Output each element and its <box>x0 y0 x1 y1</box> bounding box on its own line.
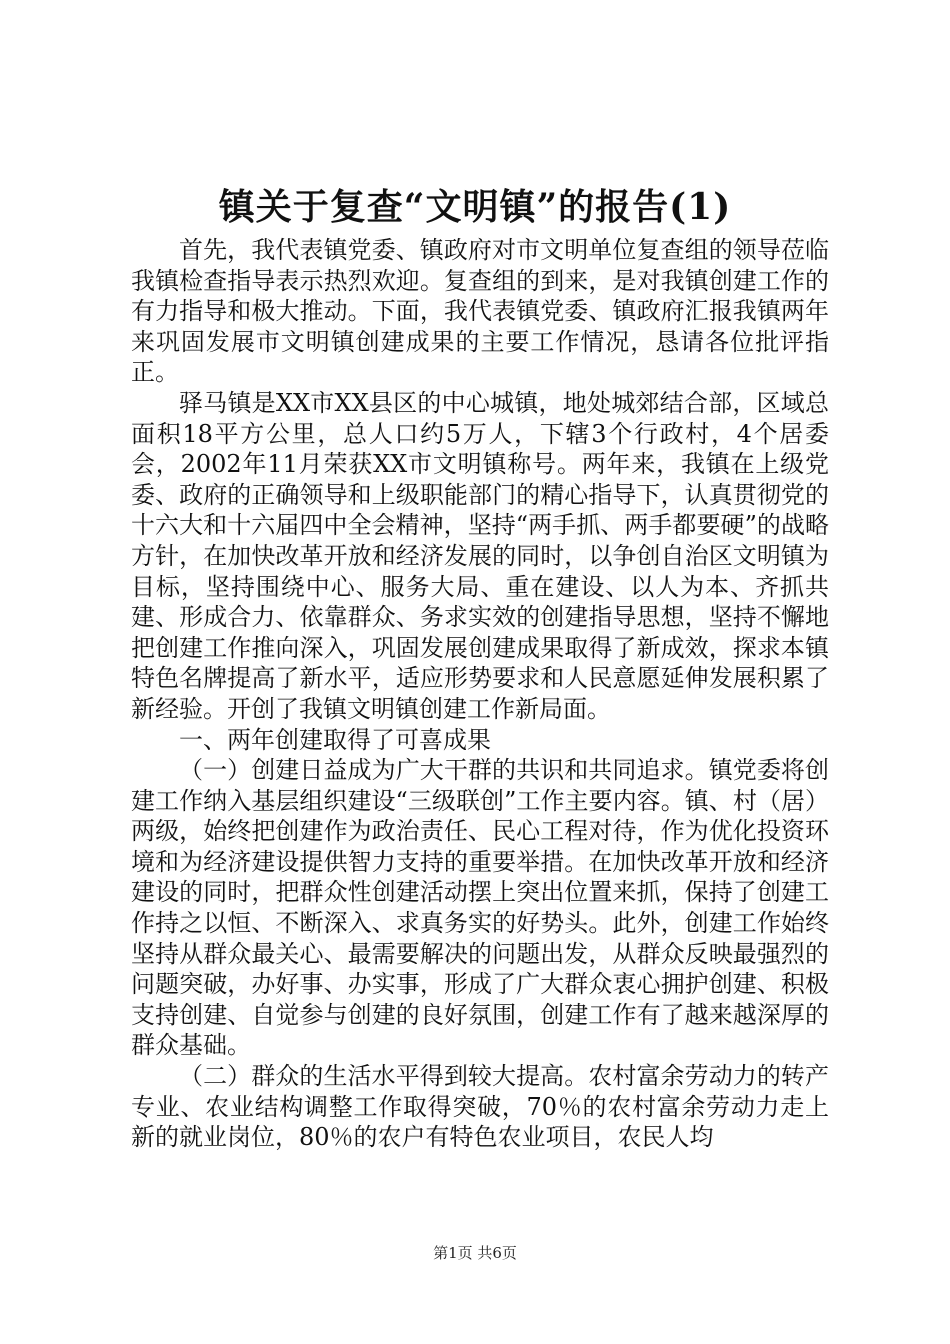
paragraph-intro: 首先，我代表镇党委、镇政府对市文明单位复查组的领导莅临我镇检查指导表示热烈欢迎。复查组的到来，是对我镇创建工作的有力指导和极大推动。下面，我代表镇党委、镇政府汇报我镇两年来巩固发展市文明镇创建成果的主要工作情况，恳请各位批评指正。 <box>131 236 829 387</box>
paragraph-living-standards: （二）群众的生活水平得到较大提高。农村富余劳动力的转产专业、农业结构调整工作取得突破，70％的农村富余劳动力走上新的就业岗位，80％的农户有特色农业项目，农民人均 <box>131 1062 829 1152</box>
document-body <box>131 235 829 1153</box>
paragraph-town-overview: 驿马镇是XX市XX县区的中心城镇，地处城郊结合部，区域总面积18平方公里，总人口约5万人，下辖3个行政村，4个居委会，2002年11月荣获XX市文明镇称号。两年来，我镇在上级党委、政府的正确领导和上级职能部门的精心指导下，认真贯彻党的十六大和十六届四中全会精神，坚持“两手抓、两手都要硬”的战略方针，在加快改革开放和经济发展的同时，以争创自治区文明镇为目标，坚持围绕中心、服务大局、重在建设、以人为本、齐抓共建、形成合力、依靠群众、务求实效的创建指导思想，坚持不懈地把创建工作推向深入，巩固发展创建成果取得了新成效，探求本镇特色名牌提高了新水平，适应形势要求和人民意愿延伸发展积累了新经验。开创了我镇文明镇创建工作新局面。 <box>131 388 829 723</box>
page-footer: 第1页 共6页 <box>433 1244 517 1262</box>
document-title: 镇关于复查“文明镇”的报告(1) <box>218 186 732 228</box>
section-heading-achievements: 一、两年创建取得了可喜成果 <box>179 725 491 754</box>
paragraph-consensus: （一）创建日益成为广大干群的共识和共同追求。镇党委将创建工作纳入基层组织建设“三级联创”工作主要内容。镇、村（居）两级，始终把创建作为政治责任、民心工程对待，作为优化投资环境和为经济建设提供智力支持的重要举措。在加快改革开放和经济建设的同时，把群众性创建活动摆上突出位置来抓，保持了创建工作持之以恒、不断深入、求真务实的好势头。此外，创建工作始终坚持从群众最关心、最需要解决的问题出发，从群众反映最强烈的问题突破，办好事、办实事，形成了广大群众衷心拥护创建、积极支持创建、自觉参与创建的良好氛围，创建工作有了越来越深厚的群众基础。 <box>131 756 829 1060</box>
